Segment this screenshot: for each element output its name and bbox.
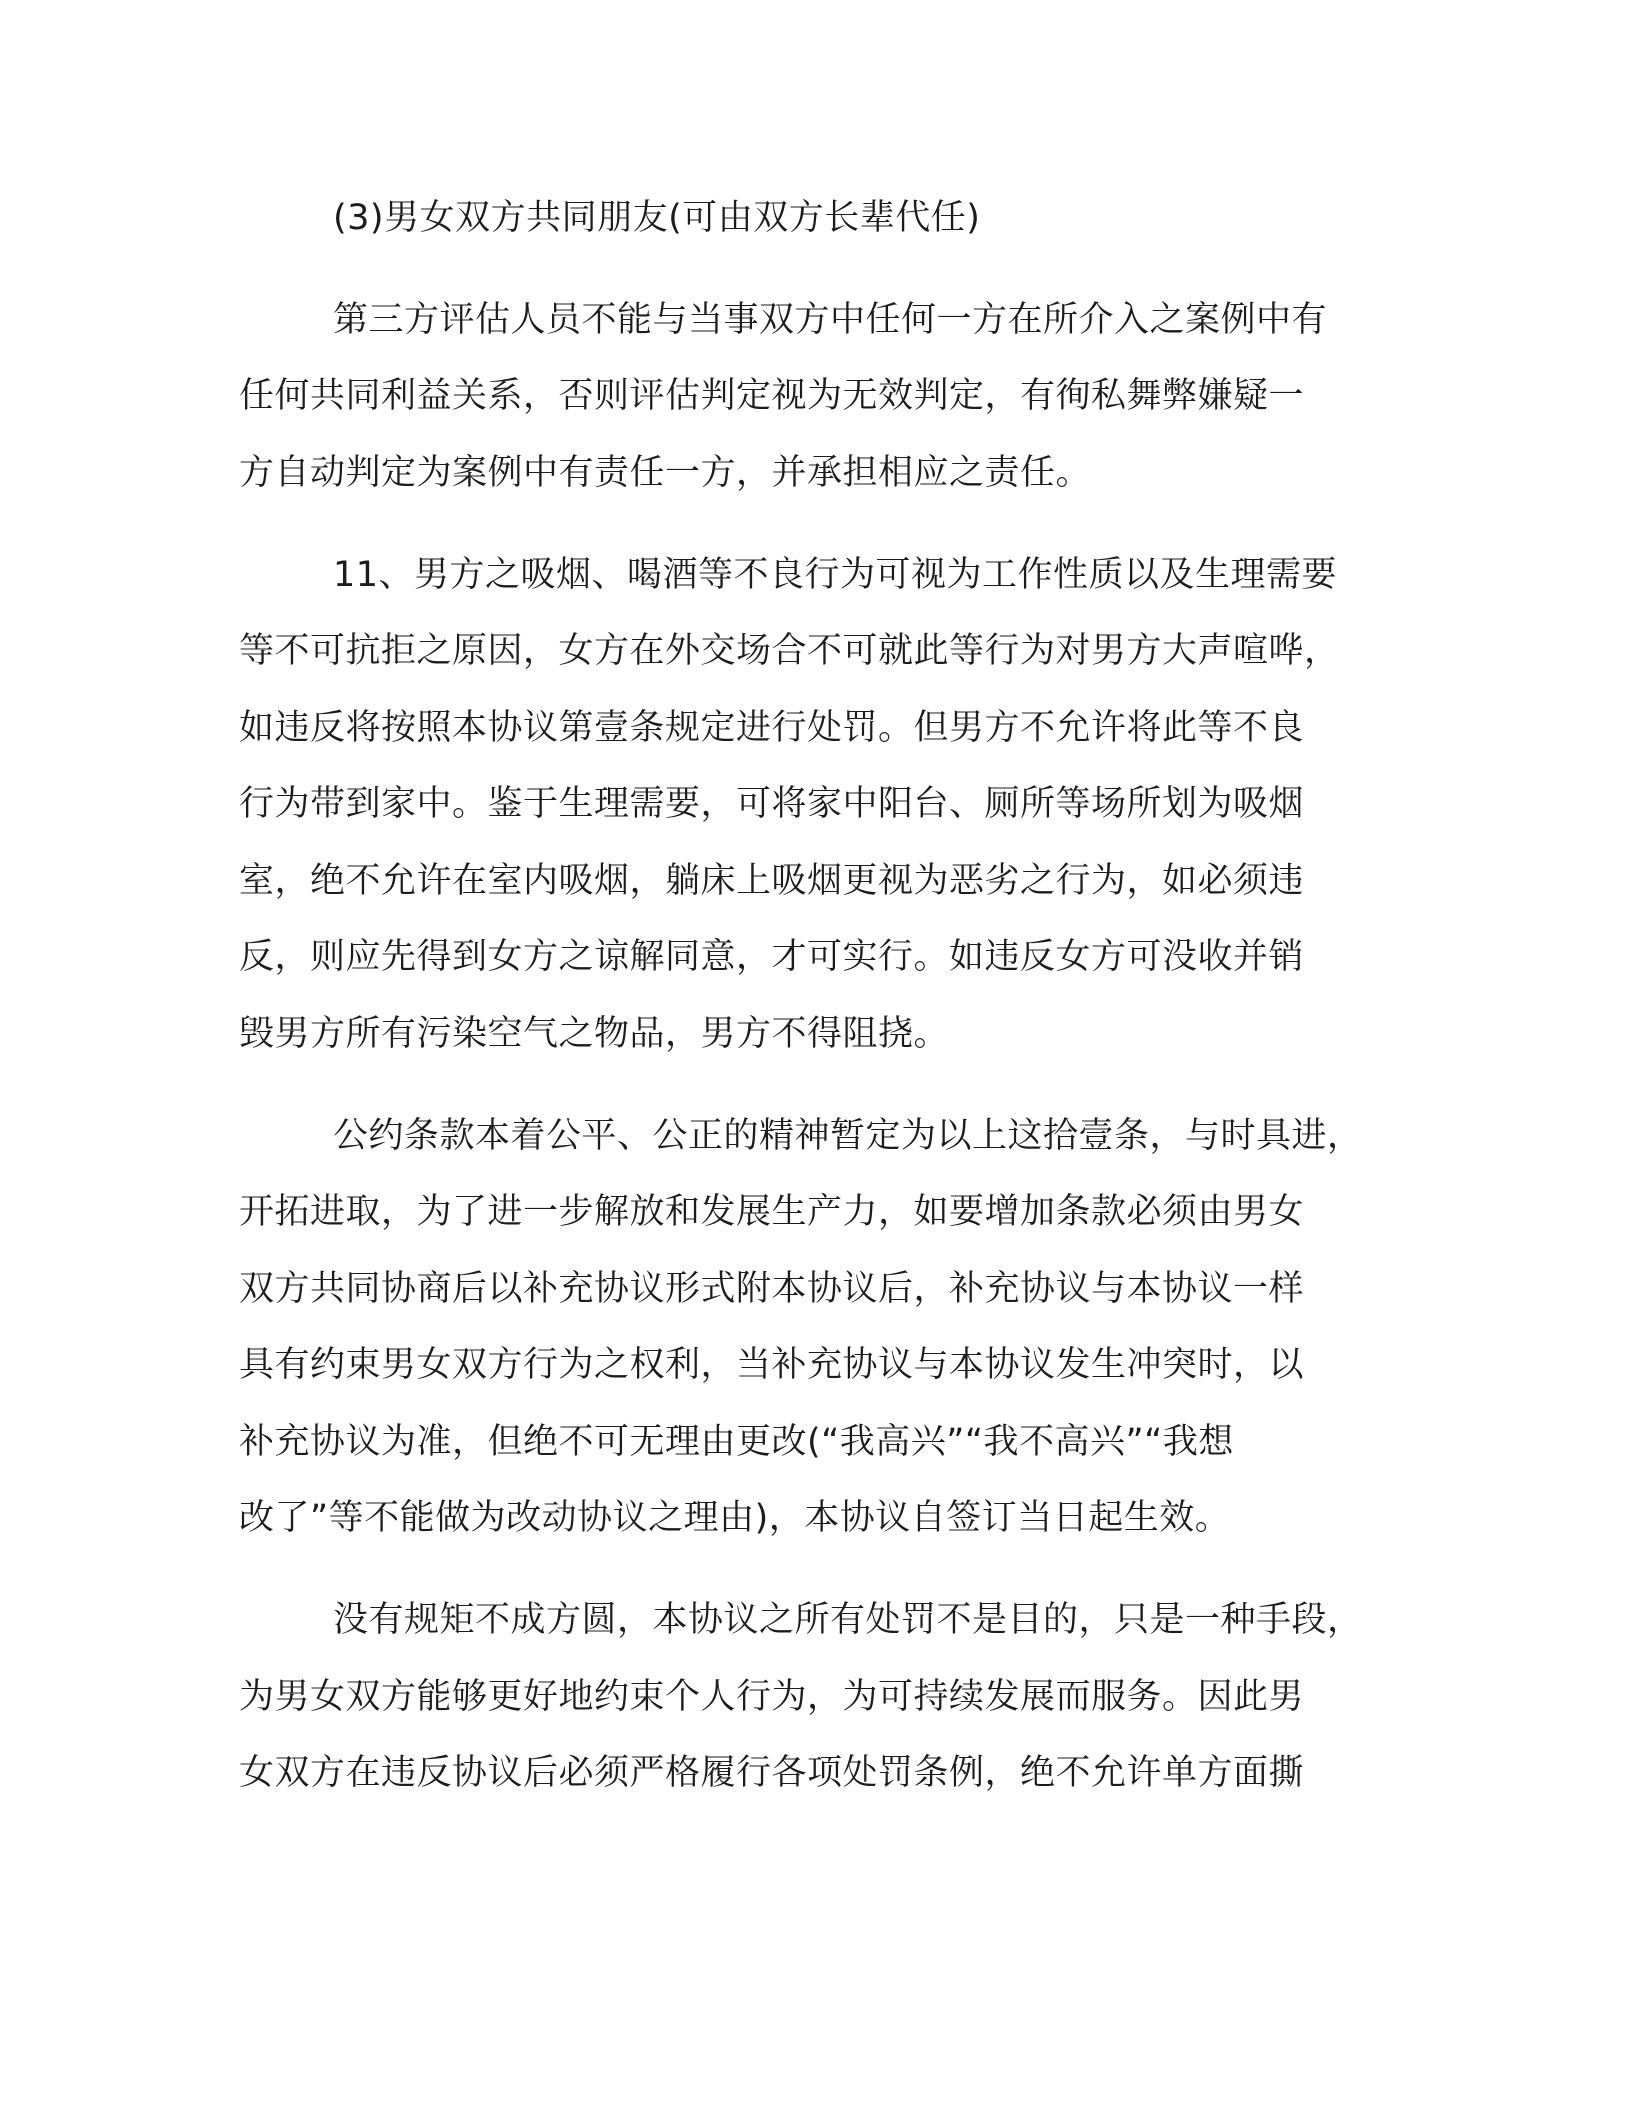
paragraph-4-line-6: 改了”等不能做为改动协议之理由)，本协议自签订当日起生效。 <box>239 1498 1231 1538</box>
paragraph-4-line-3: 双方共同协商后以补充协议形式附本协议后，补充协议与本协议一样 <box>239 1269 1305 1309</box>
paragraph-3-line-6: 反，则应先得到女方之谅解同意，才可实行。如违反女方可没收并销 <box>239 937 1305 977</box>
paragraph-4-line-2: 开拓进取，为了进一步解放和发展生产力，如要增加条款必须由男女 <box>239 1192 1305 1232</box>
paragraph-3-line-1: 11、男方之吸烟、喝酒等不良行为可视为工作性质以及生理需要 <box>333 555 1338 595</box>
paragraph-3-line-4: 行为带到家中。鉴于生理需要，可将家中阳台、厕所等场所划为吸烟 <box>239 784 1305 824</box>
paragraph-5-line-1: 没有规矩不成方圆，本协议之所有处罚不是目的，只是一种手段， <box>333 1600 1363 1640</box>
paragraph-5-line-2: 为男女双方能够更好地约束个人行为，为可持续发展而服务。因此男 <box>239 1677 1305 1717</box>
paragraph-2-line-3: 方自动判定为案例中有责任一方，并承担相应之责任。 <box>239 453 1092 493</box>
paragraph-5-line-3: 女双方在违反协议后必须严格履行各项处罚条例，绝不允许单方面撕 <box>239 1753 1305 1793</box>
paragraph-2-line-2: 任何共同利益关系，否则评估判定视为无效判定，有徇私舞弊嫌疑一 <box>239 376 1305 416</box>
paragraph-4-line-1: 公约条款本着公平、公正的精神暂定为以上这拾壹条，与时具进， <box>333 1116 1363 1156</box>
paragraph-3-line-7: 毁男方所有污染空气之物品，男方不得阻挠。 <box>239 1014 950 1054</box>
paragraph-3-line-2: 等不可抗拒之原因，女方在外交场合不可就此等行为对男方大声喧哗， <box>239 631 1340 671</box>
paragraph-3-line-3: 如违反将按照本协议第壹条规定进行处罚。但男方不允许将此等不良 <box>239 708 1305 748</box>
paragraph-1-line-1: (3)男女双方共同朋友(可由双方长辈代任) <box>333 198 981 238</box>
paragraph-4-line-4: 具有约束男女双方行为之权利，当补充协议与本协议发生冲突时，以 <box>239 1345 1305 1385</box>
paragraph-2-line-1: 第三方评估人员不能与当事双方中任何一方在所介入之案例中有 <box>333 300 1328 340</box>
paragraph-3-line-5: 室，绝不允许在室内吸烟，躺床上吸烟更视为恶劣之行为，如必须违 <box>239 861 1305 901</box>
paragraph-4-line-5: 补充协议为准，但绝不可无理由更改(“我高兴”“我不高兴”“我想 <box>239 1422 1234 1462</box>
